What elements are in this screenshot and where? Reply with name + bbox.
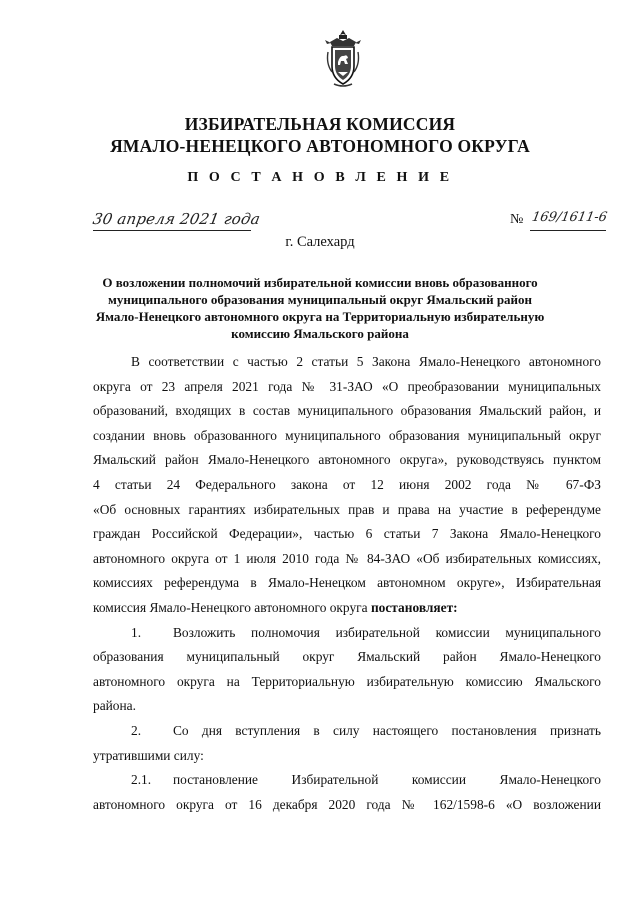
body-line: Ямальский район Ямало-Ненецкого автономного округа», руководствуясь пунктом <box>93 452 601 468</box>
body-line: комиссия Ямало-Ненецкого автономного округа <box>93 599 368 615</box>
body-line: постановление Избирательной комиссии Ямало-Ненецкого <box>173 772 601 788</box>
number-underline <box>530 230 606 231</box>
number-label: № <box>510 212 524 227</box>
body-line: автономного округа от 16 декабря 2020 года № 162/1598-6 «О возложении <box>93 796 601 812</box>
body-line: граждан Российской Федерации», частью 6 статьи 7 Закона Ямало-Ненецкого <box>93 526 601 542</box>
item-2-1 <box>93 768 601 793</box>
resolution-body <box>93 350 601 817</box>
item-1-number: 1. <box>131 624 142 640</box>
item-2-1-number: 2.1. <box>131 772 152 788</box>
body-line: Возложить полномочия избирательной комиссии муниципального <box>173 624 601 640</box>
heading-line: комиссию Ямальского района <box>231 326 409 341</box>
document-date <box>91 210 262 232</box>
body-line: автономного округа на Территориальную избирательную комиссию Ямальского <box>93 673 601 689</box>
item-1 <box>93 621 601 646</box>
body-line: образований, входящих в состав муниципального образования Ямальский район, и <box>93 403 601 419</box>
item-2 <box>93 719 601 744</box>
org-title-line2: ЯМАЛО-НЕНЕЦКОГО АВТОНОМНОГО ОКРУГА <box>110 136 530 156</box>
handwritten-date: 30 апреля 2021 года <box>91 210 262 228</box>
handwritten-number: 169/1611-6 <box>530 210 609 225</box>
resolves-keyword: постановляет: <box>370 599 458 615</box>
body-line: создании вновь образованного муниципального образования муниципальный округ <box>93 427 601 443</box>
item-2-number: 2. <box>131 722 142 738</box>
body-line-last <box>93 596 601 621</box>
body-line: автономного округа от 1 июля 2010 года № 84-ЗАО «Об избирательных комиссиях, <box>93 550 601 566</box>
document-type: П О С Т А Н О В Л Е Н И Е <box>187 170 453 185</box>
heading-line: О возложении полномочий избирательной комиссии вновь образованного <box>102 275 538 290</box>
body-line: Со дня вступления в силу настоящего постановления признать <box>173 722 601 738</box>
body-line: района. <box>93 698 136 714</box>
document-number <box>510 210 609 232</box>
heading-line: муниципального образования муниципальный округ Ямальский район <box>107 292 533 307</box>
coat-of-arms-icon <box>324 28 362 88</box>
body-line: 4 статьи 24 Федерального закона от 12 июня 2002 года № 67-ФЗ <box>93 476 601 492</box>
org-title-line1: ИЗБИРАТЕЛЬНАЯ КОМИССИЯ <box>184 114 456 134</box>
body-line: утратившими силу: <box>93 747 204 763</box>
resolution-heading <box>92 274 548 342</box>
body-line: образования муниципальный округ Ямальский район Ямало-Ненецкого <box>93 649 601 665</box>
body-line: В соответствии с частью 2 статьи 5 Закона Ямало-Ненецкого автономного <box>131 354 601 369</box>
date-underline <box>93 230 251 231</box>
body-line: «Об основных гарантиях избирательных прав и права на участие в референдуме <box>93 501 601 517</box>
body-line: комиссиях референдума в Ямало-Ненецком автономном округе», Избирательная <box>93 575 601 591</box>
body-line: округа от 23 апреля 2021 года № 31-ЗАО «О преобразовании муниципальных <box>93 378 601 394</box>
city: г. Салехард <box>285 234 355 250</box>
heading-line: Ямало-Ненецкого автономного округа на Территориальную избирательную <box>95 309 545 324</box>
